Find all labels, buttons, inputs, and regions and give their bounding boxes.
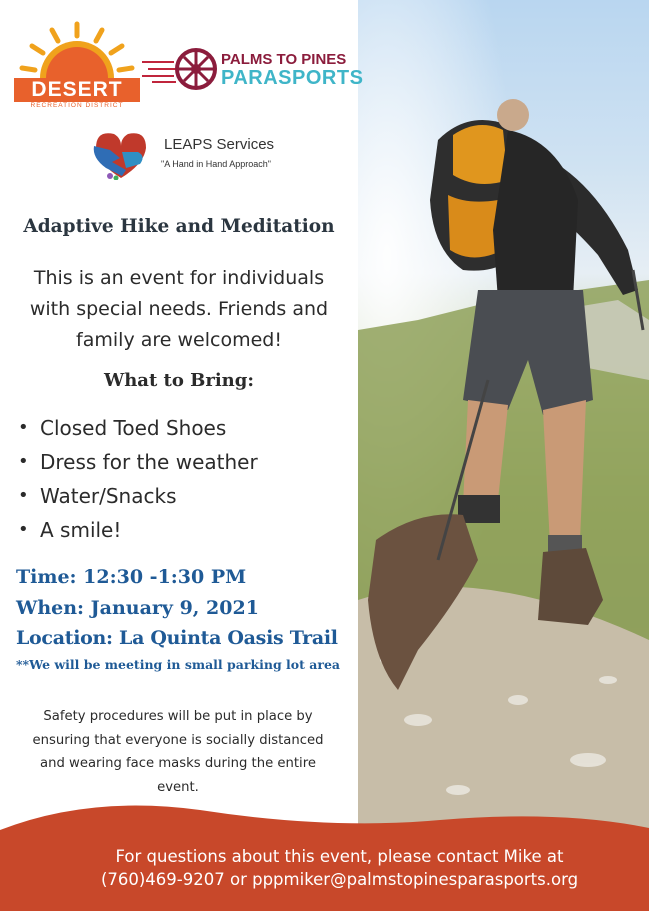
intro-line: family are welcomed! <box>76 329 282 351</box>
intro-line: with special needs. Friends and <box>29 298 329 320</box>
contact-email-phone: (760)469-9207 or pppmiker@palmstopinesparasports.org <box>100 870 579 889</box>
what-to-bring-heading: What to Bring: <box>104 370 254 391</box>
list-item: • Closed Toed Shoes <box>18 411 258 445</box>
desert-logo-word: DESERT <box>14 78 140 102</box>
safety-line: ensuring that everyone is socially distanced <box>32 732 324 748</box>
safety-line: event. <box>157 779 199 795</box>
palms-logo-line2: PARASPORTS <box>221 67 364 89</box>
list-item: • Water/Snacks <box>18 479 258 513</box>
what-to-bring-list <box>18 411 258 547</box>
hiker-illustration <box>358 0 649 911</box>
contact-info <box>0 845 649 891</box>
hands-heart-icon <box>86 128 156 180</box>
safety-line: Safety procedures will be put in place by <box>43 709 313 724</box>
desert-logo-subtitle: RECREATION DISTRICT <box>30 102 124 109</box>
leaps-logo-name: LEAPS Services <box>164 136 275 153</box>
list-item: • Dress for the weather <box>18 445 258 479</box>
event-intro <box>4 263 354 356</box>
safety-notice <box>0 705 356 799</box>
event-date: When: January 9, 2021 <box>16 597 259 619</box>
list-item: • A smile! <box>18 513 258 547</box>
event-title: Adaptive Hike and Meditation <box>23 216 335 237</box>
intro-line: This is an event for individuals <box>33 267 325 289</box>
contact-line: For questions about this event, please contact Mike at <box>115 847 564 866</box>
leaps-logo-tagline: "A Hand in Hand Approach" <box>161 159 271 169</box>
left-panel <box>0 0 364 800</box>
palms-logo-line1: PALMS TO PINES <box>221 51 347 68</box>
safety-line: and wearing face masks during the entire <box>40 756 316 771</box>
meeting-note: **We will be meeting in small parking lot area <box>16 657 340 672</box>
event-time: Time: 12:30 -1:30 PM <box>16 566 247 588</box>
hiker-photo <box>358 0 649 911</box>
event-location: Location: La Quinta Oasis Trail <box>16 627 338 649</box>
